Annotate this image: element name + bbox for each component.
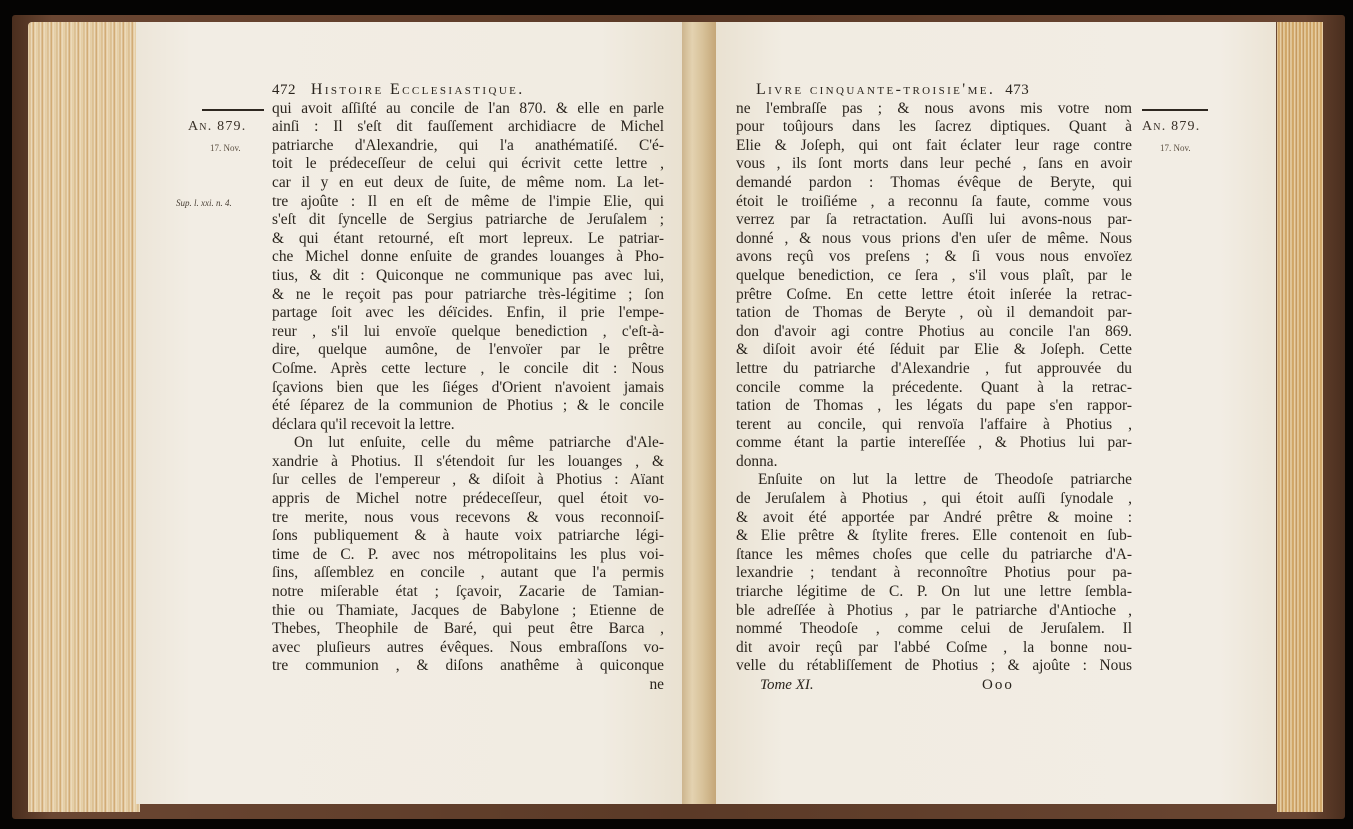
text-line: été ſéparez de la communion de Photius ; & le concile: [272, 397, 664, 415]
tome-label: Tome XI.: [760, 677, 814, 693]
text-line: étoit le troiſiéme , a reconnu ſa faute, comme vous: [736, 192, 1132, 210]
text-line: quelque benediction, ce ſera , s'il vous plaît, par le: [736, 266, 1132, 284]
text-line: demandé pardon : Thomas évêque de Beryte, qui: [736, 173, 1132, 191]
signature-mark: Ooo: [982, 677, 1014, 693]
text-line: vous , ils ſont morts dans leur peché , ſans en avoir: [736, 155, 1132, 173]
left-text-block: [272, 81, 664, 695]
text-line: tre communion , & diſons anathême à quiconque: [272, 657, 664, 675]
running-title: Histoire Ecclesiastique.: [310, 81, 525, 98]
text-line: lettre du patriarche d'Alexandrie , fut approuvée du: [736, 359, 1132, 377]
text-line: Coſme. Après cette lecture , le concile dit : Nous: [272, 359, 664, 377]
text-line: ſtance les mêmes choſes que celle du patriarche d'A-: [736, 545, 1132, 563]
text-line: toit le prédeceſſeur de celui qui écrivit cette lettre ,: [272, 155, 664, 173]
text-line: verrez par ſa retractation. Auſſi lui avons-nous par-: [736, 211, 1132, 229]
right-body-text: [736, 100, 1132, 676]
text-line: lexandrie ; tendant à reconnoître Photius pour pa-: [736, 564, 1132, 582]
text-line: donna.: [736, 452, 778, 470]
margin-year: An. 879.: [1142, 119, 1201, 134]
text-line: donné , & nous vous prions d'en uſer de même. Nous: [736, 229, 1132, 247]
left-page-edges: [28, 22, 140, 812]
text-line: tation de Thomas , les légats du pape s'en rappor-: [736, 397, 1132, 415]
text-line: ſins, aſſemblez en concile , autant que l'a permis: [272, 564, 664, 582]
text-line: ſur celles de l'empereur , & diſoit à Photius : Aïant: [272, 471, 664, 489]
text-line: thie ou Thamiate, Jacques de Babylone ; Etienne de: [272, 601, 664, 619]
book-gutter: [682, 22, 716, 804]
running-head: [272, 81, 664, 100]
catchword: ne: [649, 676, 664, 693]
page-number: 473: [1005, 82, 1030, 98]
text-line: tre merite, nous vous recevons & vous reconnoiſ-: [272, 508, 664, 526]
text-line: tre ajoûte : Il en eſt de même de l'impie Elie, qui: [272, 192, 664, 210]
left-page: [136, 22, 682, 804]
text-line: tation de Thomas de Beryte , où il demandoit par-: [736, 304, 1132, 322]
text-line: avons reçû vos preſens ; & ſi vous nous envoïez: [736, 248, 1132, 266]
text-line: dit avoir reçû par l'abbé Coſme , la bonne nou-: [736, 638, 1132, 656]
left-margin-year: [188, 119, 266, 135]
text-line: partage ſoit avec les déïcides. Enfin, il prie l'empe-: [272, 304, 664, 322]
text-line: déclara qu'il recevoit la lettre.: [272, 415, 455, 433]
text-line: reur , s'il lui envoïe quelque benediction , c'eſt-à-: [272, 322, 664, 340]
text-line: che Michel donne enſuite de grandes louanges à Pho-: [272, 248, 664, 266]
left-body-text: [272, 100, 664, 676]
text-line: tius, & dit : Quiconque ne communique pas avec lui,: [272, 266, 664, 284]
text-line: & ne le reçoit pas pour patriarche très-légitime ; ſon: [272, 285, 664, 303]
text-line: s'eſt dit ſyncelle de Sergius patriarche de Jeruſalem ;: [272, 211, 664, 229]
text-line: prêtre Coſme. En cette lettre étoit inſerée la retrac-: [736, 285, 1132, 303]
text-line: pour toûjours dans les ſacrez diptiques. Quant à: [736, 118, 1132, 136]
margin-year: An. 879.: [188, 119, 247, 134]
text-line: avec pluſieurs autres évêques. Nous embraſſons vo-: [272, 638, 664, 656]
right-page-edges: [1277, 22, 1323, 812]
margin-rule: [1142, 109, 1208, 111]
text-line: concile comme la précedente. Quant à la retrac-: [736, 378, 1132, 396]
left-margin-date: [210, 143, 241, 154]
text-line: appris de Michel notre prédeceſſeur, quel étoit vo-: [272, 490, 664, 508]
text-line: ſçavions bien que les ſiéges d'Orient n'avoient jamais: [272, 378, 664, 396]
text-line: xandrie à Photius. Il s'étendoit ſur les louanges , &: [272, 452, 664, 470]
margin-reference: Sup. l. xxi. n. 4.: [176, 198, 232, 208]
text-line: velle du rétabliſſement de Photius ; & ajoûte : Nous: [736, 657, 1132, 675]
text-line: time de C. P. avec nos métropolitains les plus voi-: [272, 545, 664, 563]
right-page: [716, 22, 1276, 804]
text-line: terent au concile, qui renvoïa l'affaire à Photius ,: [736, 415, 1132, 433]
running-head: [736, 81, 1132, 100]
right-margin-rule: [1142, 109, 1208, 111]
right-margin-date: [1160, 143, 1191, 154]
text-line: & qui étant retourné, eſt mort lepreux. Le patriar-: [272, 229, 664, 247]
text-line: patriarche d'Alexandrie, qui l'a anathématiſé. C'é-: [272, 136, 664, 154]
left-margin-rule: [202, 109, 264, 111]
text-line: don d'avoir agi contre Photius au concile l'an 869.: [736, 322, 1132, 340]
text-line: & avoit été apportée par André prêtre & moine :: [736, 508, 1132, 526]
page-footer: [736, 676, 1132, 695]
text-line: On lut enſuite, celle du même patriarche d'Ale-: [294, 434, 664, 452]
margin-rule: [202, 109, 264, 111]
text-line: Elie & Joſeph, qui ont fait éclater leur rage contre: [736, 136, 1132, 154]
margin-date: 17. Nov.: [210, 143, 241, 153]
text-line: ble adreſſée à Photius , par le patriarche d'Antioche ,: [736, 601, 1132, 619]
text-line: nommé Theodoſe , comme celui de Jeruſalem. Il: [736, 620, 1132, 638]
left-margin-reference: [176, 193, 266, 211]
text-line: & diſoit avoir été ſéduit par Elie & Joſeph. Cette: [736, 341, 1132, 359]
text-line: ainſi : Il s'eſt dit fauſſement archidiacre de Michel: [272, 118, 664, 136]
right-text-block: [736, 81, 1132, 695]
text-line: Enſuite on lut la lettre de Theodoſe patriarche: [758, 471, 1132, 489]
right-margin-year: [1142, 119, 1200, 135]
text-line: Thebes, Theophile de Baré, qui peut être Barca ,: [272, 620, 664, 638]
text-line: comme étant la partie intereſſée , & Photius lui par-: [736, 434, 1132, 452]
running-title: Livre cinquante-troisie'me.: [756, 81, 996, 98]
text-line: ne l'embraſſe pas ; & nous avons mis votre nom: [736, 99, 1132, 117]
text-line: dire, quelque aumône, de l'envoïer par le prêtre: [272, 341, 664, 359]
text-line: de Jeruſalem à Photius , qui étoit auſſi ſynodale ,: [736, 490, 1132, 508]
margin-date: 17. Nov.: [1160, 143, 1191, 153]
text-line: triarche légitime de C. P. On lut une lettre ſembla-: [736, 583, 1132, 601]
text-line: ſons publiquement & à haute voix patriarche légi-: [272, 527, 664, 545]
text-line: qui avoit aſſiſté au concile de l'an 870. & elle en parle: [272, 99, 664, 117]
text-line: car il y en eut deux de ſuite, de même nom. La let-: [272, 173, 664, 191]
text-line: & Elie prêtre & ſtylite freres. Elle contenoit en ſub-: [736, 527, 1132, 545]
text-line: notre miſerable état ; ſçavoir, Zacarie de Tamian-: [272, 583, 664, 601]
page-number: 472: [272, 82, 296, 98]
